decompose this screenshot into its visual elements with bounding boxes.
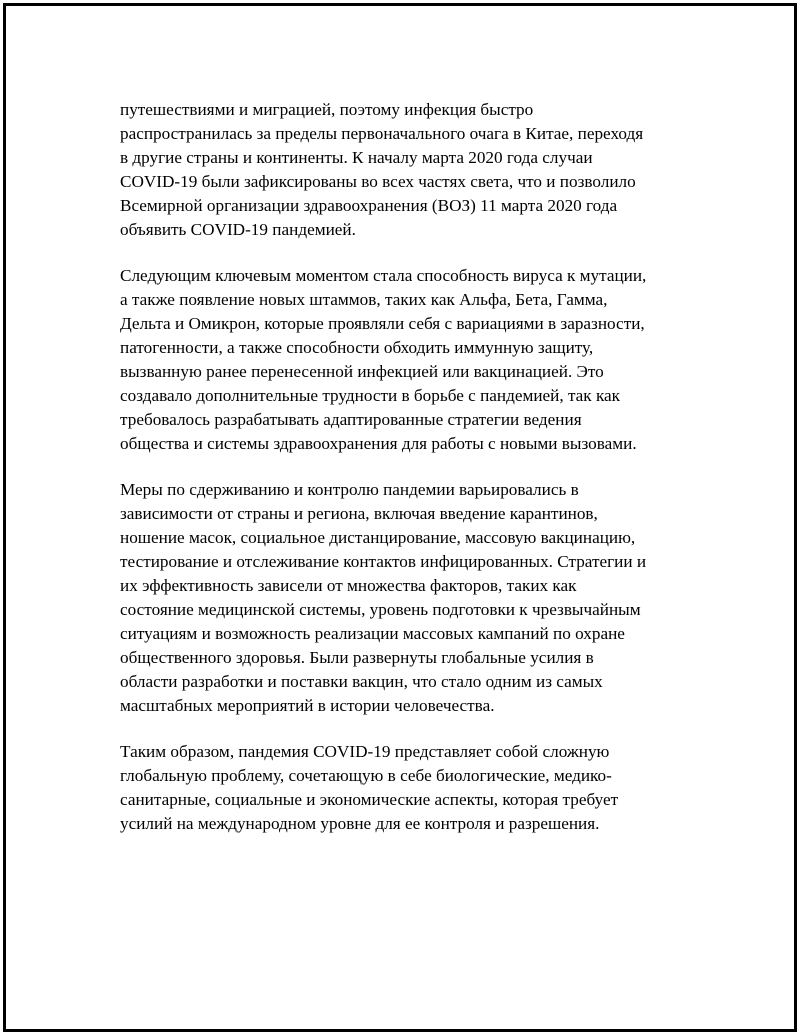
text-line: ситуациям и возможность реализации массовых кампаний по охране bbox=[120, 624, 625, 643]
text-line: общественного здоровья. Были развернуты глобальные усилия в bbox=[120, 648, 594, 667]
text-line: зависимости от страны и региона, включая введение карантинов, bbox=[120, 504, 598, 523]
paragraph-3 bbox=[120, 478, 695, 718]
text-line: а также появление новых штаммов, таких как Альфа, Бета, Гамма, bbox=[120, 290, 608, 309]
text-line: распространилась за пределы первоначального очага в Китае, переходя bbox=[120, 124, 644, 143]
text-line: области разработки и поставки вакцин, что стало одним из самых bbox=[120, 672, 603, 691]
text-line: требовалось разрабатывать адаптированные стратегии ведения bbox=[120, 410, 582, 429]
text-line: Всемирной организации здравоохранения (ВОЗ) 11 марта 2020 года bbox=[120, 196, 618, 215]
text-line: санитарные, социальные и экономические аспекты, которая требует bbox=[120, 790, 619, 809]
text-line: общества и системы здравоохранения для работы с новыми вызовами. bbox=[120, 434, 637, 453]
text-line: Дельта и Омикрон, которые проявляли себя с вариациями в заразности, bbox=[120, 314, 645, 333]
text-line: Таким образом, пандемия COVID-19 представляет собой сложную bbox=[120, 742, 610, 761]
text-line: Меры по сдерживанию и контролю пандемии варьировались в bbox=[120, 480, 579, 499]
text-line: масштабных мероприятий в истории человечества. bbox=[120, 696, 495, 715]
paragraph-4 bbox=[120, 740, 695, 836]
text-line: усилий на международном уровне для ее контроля и разрешения. bbox=[120, 814, 600, 833]
text-line: путешествиями и миграцией, поэтому инфекция быстро bbox=[120, 100, 534, 119]
text-line: тестирование и отслеживание контактов инфицированных. Стратегии и bbox=[120, 552, 647, 571]
text-line: в другие страны и континенты. К началу марта 2020 года случаи bbox=[120, 148, 593, 167]
text-line: объявить COVID-19 пандемией. bbox=[120, 220, 356, 239]
document-body bbox=[120, 98, 695, 858]
text-line: патогенности, а также способности обходить иммунную защиту, bbox=[120, 338, 594, 357]
text-line: глобальную проблему, сочетающую в себе биологические, медико- bbox=[120, 766, 612, 785]
text-line: COVID-19 были зафиксированы во всех частях света, что и позволило bbox=[120, 172, 636, 191]
paragraph-2 bbox=[120, 264, 695, 456]
paragraph-1 bbox=[120, 98, 695, 242]
text-line: состояние медицинской системы, уровень подготовки к чрезвычайным bbox=[120, 600, 641, 619]
text-line: Следующим ключевым моментом стала способность вируса к мутации, bbox=[120, 266, 647, 285]
document-page bbox=[3, 3, 797, 1032]
text-line: ношение масок, социальное дистанцирование, массовую вакцинацию, bbox=[120, 528, 636, 547]
text-line: вызванную ранее перенесенной инфекцией или вакцинацией. Это bbox=[120, 362, 604, 381]
text-line: их эффективность зависели от множества факторов, таких как bbox=[120, 576, 577, 595]
text-line: создавало дополнительные трудности в борьбе с пандемией, так как bbox=[120, 386, 621, 405]
